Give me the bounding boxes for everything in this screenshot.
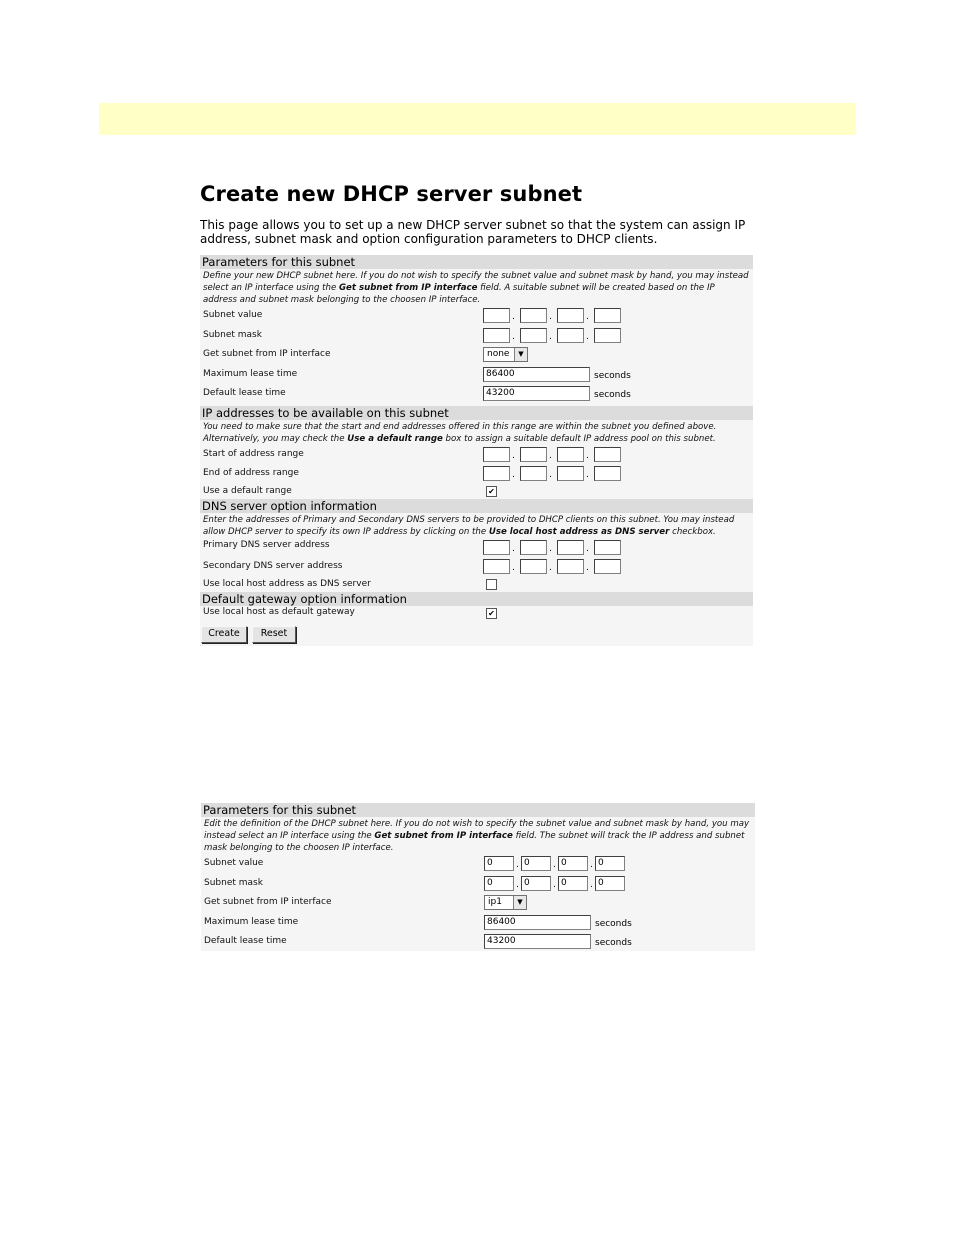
max-lease-row bbox=[201, 915, 755, 935]
subnet-mask-octet-3[interactable] bbox=[557, 328, 584, 343]
local-dns-checkbox[interactable] bbox=[486, 579, 497, 590]
subnet-mask-octet-2[interactable] bbox=[520, 328, 547, 343]
default-lease-row bbox=[200, 386, 753, 406]
get-subnet-row bbox=[200, 347, 753, 367]
max-lease-label: Maximum lease time bbox=[204, 916, 299, 927]
subnet-mask-label: Subnet mask bbox=[204, 877, 263, 888]
range-start-row: Start of address range . . . bbox=[200, 447, 753, 467]
range-end-octet-2[interactable] bbox=[520, 466, 547, 481]
subnet-value-octet-4[interactable]: 0 bbox=[595, 856, 625, 871]
create-subnet-screenshot bbox=[200, 180, 755, 646]
get-subnet-row bbox=[201, 895, 755, 915]
subnet-mask-octet-3[interactable]: 0 bbox=[558, 876, 588, 891]
secondary-dns-octet-1[interactable] bbox=[483, 559, 510, 574]
create-button[interactable]: Create bbox=[201, 626, 247, 643]
secondary-dns-row: Secondary DNS server address . . . bbox=[200, 559, 753, 579]
subnet-value-row: Subnet value . . . bbox=[200, 308, 753, 328]
edit-subnet-screenshot bbox=[201, 803, 755, 951]
subnet-value-octet-2[interactable]: 0 bbox=[521, 856, 551, 871]
max-lease-unit: seconds bbox=[594, 370, 631, 381]
subnet-value-octet-1[interactable]: 0 bbox=[484, 856, 514, 871]
subnet-mask-row: Subnet mask . . . bbox=[200, 328, 753, 348]
default-lease-input[interactable]: 43200 bbox=[483, 386, 590, 401]
chevron-down-icon[interactable]: ▼ bbox=[514, 348, 527, 361]
section-description-address-range: You need to make sure that the start and end addresses offered in this range are within the subnet you defined above. Alternatively, you may check the Use a default range box to assign a suitable default IP address pool on this subnet. bbox=[203, 421, 717, 444]
default-lease-label: Default lease time bbox=[204, 936, 287, 946]
section-header-parameters: Parameters for this subnet bbox=[201, 803, 755, 817]
section-header-parameters: Parameters for this subnet bbox=[200, 255, 753, 269]
get-subnet-label: Get subnet from IP interface bbox=[204, 897, 332, 907]
local-gateway-row bbox=[200, 606, 753, 620]
secondary-dns-label: Secondary DNS server address bbox=[203, 561, 343, 571]
range-start-octet-3[interactable] bbox=[557, 447, 584, 462]
max-lease-row bbox=[200, 367, 753, 387]
default-range-label: Use a default range bbox=[203, 485, 292, 496]
range-end-octet-3[interactable] bbox=[557, 466, 584, 481]
max-lease-input[interactable]: 86400 bbox=[483, 367, 590, 382]
get-subnet-selected-value: none bbox=[487, 349, 510, 359]
primary-dns-label: Primary DNS server address bbox=[203, 539, 330, 550]
subnet-value-octet-4[interactable] bbox=[594, 308, 621, 323]
subnet-mask-octet-4[interactable] bbox=[594, 328, 621, 343]
header-banner bbox=[99, 103, 856, 135]
subnet-mask-octet-1[interactable] bbox=[483, 328, 510, 343]
subnet-value-row: Subnet value 0 . 0 . 0 . 0 bbox=[201, 856, 755, 876]
default-lease-unit: seconds bbox=[594, 390, 631, 400]
local-gateway-label: Use local host as default gateway bbox=[203, 606, 355, 617]
section-description-parameters: Edit the definition of the DHCP subnet here. If you do not wish to specify the subnet value and subnet mask by hand, you may instead select an IP interface using the Get subnet from IP interface field. The subnet will track the IP address and subnet mask belonging to the choosen IP interface. bbox=[204, 819, 750, 853]
range-start-octet-2[interactable] bbox=[520, 447, 547, 462]
primary-dns-octet-2[interactable] bbox=[520, 540, 547, 555]
secondary-dns-octet-3[interactable] bbox=[557, 559, 584, 574]
default-lease-input[interactable]: 43200 bbox=[484, 934, 591, 949]
range-end-label: End of address range bbox=[203, 468, 299, 478]
range-start-octet-1[interactable] bbox=[483, 447, 510, 462]
subnet-mask-label: Subnet mask bbox=[203, 329, 262, 340]
get-subnet-selected-value: ip1 bbox=[488, 897, 502, 907]
primary-dns-octet-4[interactable] bbox=[594, 540, 621, 555]
default-lease-label: Default lease time bbox=[203, 388, 286, 398]
chevron-down-icon[interactable]: ▼ bbox=[513, 896, 526, 909]
subnet-value-octet-3[interactable] bbox=[557, 308, 584, 323]
subnet-value-label: Subnet value bbox=[203, 310, 263, 320]
create-subnet-form bbox=[200, 255, 753, 646]
subnet-mask-row: Subnet mask 0 . 0 . 0 . 0 bbox=[201, 876, 755, 896]
get-subnet-label: Get subnet from IP interface bbox=[203, 349, 331, 359]
default-lease-unit: seconds bbox=[595, 938, 632, 948]
default-lease-row bbox=[201, 934, 755, 951]
page-title: Create new DHCP server subnet bbox=[200, 182, 583, 206]
edit-subnet-form bbox=[201, 803, 755, 951]
secondary-dns-octet-4[interactable] bbox=[594, 559, 621, 574]
primary-dns-octet-1[interactable] bbox=[483, 540, 510, 555]
subnet-value-octet-2[interactable] bbox=[520, 308, 547, 323]
get-subnet-select[interactable] bbox=[483, 347, 528, 362]
default-range-row bbox=[200, 486, 753, 499]
range-end-row: End of address range . . . bbox=[200, 466, 753, 486]
range-start-label: Start of address range bbox=[203, 448, 304, 459]
subnet-mask-octet-2[interactable]: 0 bbox=[521, 876, 551, 891]
subnet-value-octet-3[interactable]: 0 bbox=[558, 856, 588, 871]
reset-button[interactable]: Reset bbox=[252, 626, 296, 643]
local-gateway-checkbox[interactable]: ✔ bbox=[486, 608, 497, 619]
subnet-value-octet-1[interactable] bbox=[483, 308, 510, 323]
subnet-value-label: Subnet value bbox=[204, 858, 264, 868]
range-end-octet-1[interactable] bbox=[483, 466, 510, 481]
secondary-dns-octet-2[interactable] bbox=[520, 559, 547, 574]
form-buttons bbox=[200, 620, 753, 646]
subnet-mask-octet-4[interactable]: 0 bbox=[595, 876, 625, 891]
range-start-octet-4[interactable] bbox=[594, 447, 621, 462]
section-description-dns: Enter the addresses of Primary and Secondary DNS servers to be provided to DHCP clients on this subnet. You may instead allow DHCP server to specify its own IP address by clicking on the Use local host address as DNS server checkbox. bbox=[203, 514, 735, 537]
section-header-dns: DNS server option information bbox=[200, 499, 753, 513]
default-range-checkbox[interactable]: ✔ bbox=[486, 486, 497, 497]
range-end-octet-4[interactable] bbox=[594, 466, 621, 481]
get-subnet-select[interactable] bbox=[484, 895, 527, 910]
local-dns-label: Use local host address as DNS server bbox=[203, 578, 371, 589]
primary-dns-octet-3[interactable] bbox=[557, 540, 584, 555]
primary-dns-row: Primary DNS server address . . . bbox=[200, 540, 753, 560]
section-description-parameters: Define your new DHCP subnet here. If you do not wish to specify the subnet value and subnet mask by hand, you may instead select an IP interface using the Get subnet from IP interface field. A suitable subnet will be created based on the IP address and subnet mask belonging to the choosen IP interface. bbox=[203, 271, 749, 305]
max-lease-unit: seconds bbox=[595, 918, 632, 929]
max-lease-input[interactable]: 86400 bbox=[484, 915, 591, 930]
subnet-mask-octet-1[interactable]: 0 bbox=[484, 876, 514, 891]
local-dns-row bbox=[200, 579, 753, 592]
section-header-address-range: IP addresses to be available on this subnet bbox=[200, 406, 753, 420]
page-intro: This page allows you to set up a new DHCP server subnet so that the system can assign IP address, subnet mask and option configuration parameters to DHCP clients. bbox=[200, 218, 746, 246]
section-header-gateway: Default gateway option information bbox=[200, 592, 753, 606]
max-lease-label: Maximum lease time bbox=[203, 368, 298, 379]
